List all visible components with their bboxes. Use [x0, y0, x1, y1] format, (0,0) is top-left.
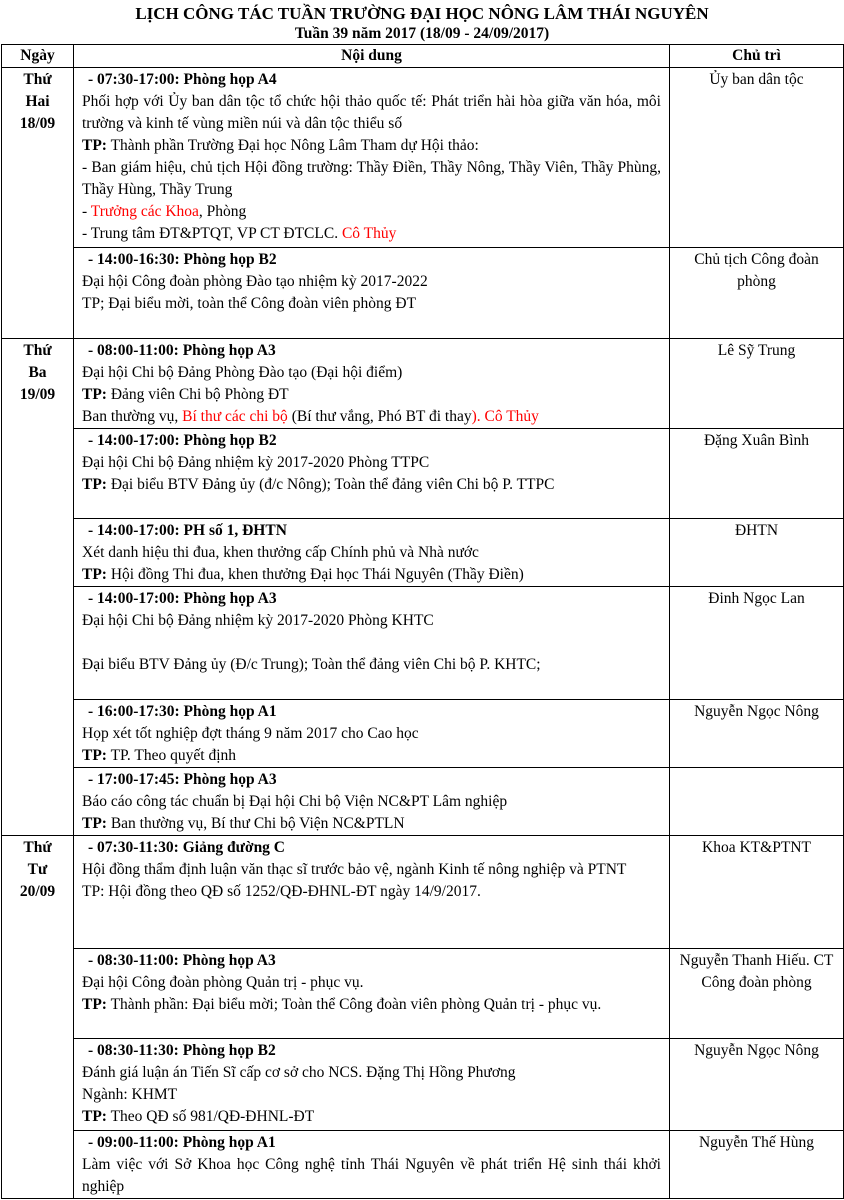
table-row: [2, 68, 844, 248]
event-description: Đại hội Chi bộ Đảng nhiệm kỳ 2017-2020 Phòng TTPC: [82, 454, 430, 471]
event-description: Họp xét tốt nghiệp đợt tháng 9 năm 2017 cho Cao học: [82, 725, 419, 742]
chair-cell: Ủy ban dân tộc: [670, 68, 844, 248]
highlighted-text: ). Cô Thủy: [471, 408, 539, 425]
table-row: [2, 949, 844, 1039]
event-participants: TP; Đại biểu mời, toàn thể Công đoàn viên phòng ĐT: [82, 295, 417, 312]
event-cell: [74, 768, 670, 836]
table-row: [2, 700, 844, 768]
event-cell: [74, 429, 670, 519]
event-participants: TP: Hội đồng theo QĐ số 1252/QĐ-ĐHNL-ĐT ngày 14/9/2017.: [82, 883, 481, 900]
day-cell-monday: Thứ Hai 18/09: [2, 68, 74, 339]
table-row: [2, 519, 844, 587]
event-participant-line: - Trưởng các Khoa, Phòng: [82, 203, 247, 220]
table-row: [2, 429, 844, 519]
event-time-location: - 14:00-17:00: Phòng họp A3: [88, 590, 277, 607]
event-description: Đánh giá luận án Tiến Sĩ cấp cơ sở cho NCS. Đặng Thị Hồng Phương: [82, 1064, 516, 1081]
event-description: Hội đồng thẩm định luận văn thạc sĩ trước bảo vệ, ngành Kinh tế nông nghiệp và PTNT: [82, 861, 627, 878]
chair-cell: Nguyễn Thanh Hiếu. CT Công đoàn phòng: [670, 949, 844, 1039]
chair-cell: [670, 768, 844, 836]
column-header-chair: Chủ trì: [670, 45, 844, 68]
chair-cell: Nguyễn Thế Hùng: [670, 1131, 844, 1199]
event-description: Báo cáo công tác chuẩn bị Đại hội Chi bộ Viện NC&PT Lâm nghiệp: [82, 793, 508, 810]
event-cell: [74, 519, 670, 587]
event-description: Đại hội Chi bộ Đảng Phòng Đào tạo (Đại hội điểm): [82, 364, 403, 381]
event-participants: TP: Thành phần Trường Đại học Nông Lâm Tham dự Hội thảo:: [82, 137, 479, 154]
table-row: [2, 836, 844, 949]
table-row: [2, 1039, 844, 1131]
table-row: [2, 248, 844, 339]
event-cell: [74, 248, 670, 339]
event-cell: [74, 700, 670, 768]
event-participants: TP: Thành phần: Đại biểu mời; Toàn thể Công đoàn viên phòng Quản trị - phục vụ.: [82, 996, 602, 1013]
chair-cell: Nguyễn Ngọc Nông: [670, 1039, 844, 1131]
column-header-content: Nội dung: [74, 45, 670, 68]
event-time-location: - 08:00-11:00: Phòng họp A3: [88, 342, 276, 359]
event-time-location: - 14:00-17:00: PH số 1, ĐHTN: [88, 522, 287, 539]
page-subtitle: Tuần 39 năm 2017 (18/09 - 24/09/2017): [294, 25, 550, 42]
chair-cell: Đinh Ngọc Lan: [670, 587, 844, 700]
event-participants: TP: Đại biểu BTV Đảng ủy (đ/c Nông); Toàn thể đảng viên Chi bộ P. TTPC: [82, 476, 555, 493]
event-time-location: - 09:00-11:00: Phòng họp A1: [88, 1134, 276, 1151]
event-time-location: - 17:00-17:45: Phòng họp A3: [88, 771, 277, 788]
event-cell: [74, 587, 670, 700]
chair-cell: ĐHTN: [670, 519, 844, 587]
event-participants: TP: Ban thường vụ, Bí thư Chi bộ Viện NC&PTLN: [82, 815, 405, 832]
event-time-location: - 07:30-17:00: Phòng họp A4: [88, 71, 277, 88]
table-row: [2, 587, 844, 700]
event-participants: TP: Hội đồng Thi đua, khen thưởng Đại học Thái Nguyên (Thầy Điền): [82, 566, 524, 583]
event-cell: [74, 949, 670, 1039]
schedule-table: [1, 44, 844, 1199]
event-time-location: - 07:30-11:30: Giảng đường C: [88, 839, 286, 856]
event-description: Đại hội Công đoàn phòng Đào tạo nhiệm kỳ 2017-2022: [82, 273, 428, 290]
event-description: Đại hội Chi bộ Đảng nhiệm kỳ 2017-2020 Phòng KHTC: [82, 612, 434, 629]
chair-cell: Chủ tịch Công đoàn phòng: [670, 248, 844, 339]
event-participants: Đại biểu BTV Đảng ủy (Đ/c Trung); Toàn thể đảng viên Chi bộ P. KHTC;: [82, 656, 541, 673]
table-header-row: [2, 45, 844, 68]
event-cell: [74, 1131, 670, 1199]
table-row: [2, 1131, 844, 1199]
event-participants: TP: Theo QĐ số 981/QĐ-ĐHNL-ĐT: [82, 1108, 315, 1125]
column-header-day: Ngày: [2, 45, 74, 68]
chair-cell: Nguyễn Ngọc Nông: [670, 700, 844, 768]
highlighted-text: Cô Thủy: [341, 225, 397, 242]
table-row: [2, 339, 844, 429]
event-participant-line: Ban thường vụ, Bí thư các chi bộ (Bí thư vắng, Phó BT đi thay). Cô Thủy: [82, 408, 539, 425]
event-time-location: - 14:00-16:30: Phòng họp B2: [88, 251, 277, 268]
event-time-location: - 16:00-17:30: Phòng họp A1: [88, 703, 277, 720]
event-cell: [74, 1039, 670, 1131]
highlighted-text: Trưởng các Khoa: [90, 203, 199, 220]
event-participants: TP: Đảng viên Chi bộ Phòng ĐT: [82, 386, 289, 403]
chair-cell: Đặng Xuân Bình: [670, 429, 844, 519]
chair-cell: Khoa KT&PTNT: [670, 836, 844, 949]
event-description: Phối hợp với Ủy ban dân tộc tổ chức hội thảo quốc tế: Phát triển hài hòa giữa văn hóa, môi trường và kinh tế vùng miền núi và dân tộc thiểu số: [82, 93, 661, 132]
event-time-location: - 14:00-17:00: Phòng họp B2: [88, 432, 277, 449]
page-title: LỊCH CÔNG TÁC TUẦN TRƯỜNG ĐẠI HỌC NÔNG LÂM THÁI NGUYÊN: [135, 4, 709, 23]
event-description: Xét danh hiệu thi đua, khen thưởng cấp Chính phủ và Nhà nước: [82, 544, 479, 561]
chair-cell: Lê Sỹ Trung: [670, 339, 844, 429]
event-description: Làm việc với Sở Khoa học Công nghệ tỉnh Thái Nguyên về phát triển Hệ sinh thái khởi nghiệp: [82, 1156, 661, 1195]
event-participants: TP: TP. Theo quyết định: [82, 747, 236, 764]
day-cell-tuesday: Thứ Ba 19/09: [2, 339, 74, 836]
event-participant-line: - Ban giám hiệu, chủ tịch Hội đồng trường: Thầy Điền, Thầy Nông, Thầy Viên, Thầy Phùng, Thầy Hùng, Thầy Trung: [82, 159, 661, 198]
event-cell: [74, 68, 670, 248]
event-cell: [74, 339, 670, 429]
table-row: [2, 768, 844, 836]
event-time-location: - 08:30-11:30: Phòng họp B2: [88, 1042, 276, 1059]
event-description: Ngành: KHMT: [82, 1086, 178, 1103]
event-time-location: - 08:30-11:00: Phòng họp A3: [88, 952, 276, 969]
day-cell-wednesday: Thứ Tư 20/09: [2, 836, 74, 1199]
event-participant-line: - Trung tâm ĐT&PTQT, VP CT ĐTCLC. Cô Thủy: [82, 225, 397, 242]
event-cell: [74, 836, 670, 949]
event-description: Đại hội Công đoàn phòng Quản trị - phục vụ.: [82, 974, 364, 991]
highlighted-text: Bí thư các chi bộ: [182, 408, 288, 425]
